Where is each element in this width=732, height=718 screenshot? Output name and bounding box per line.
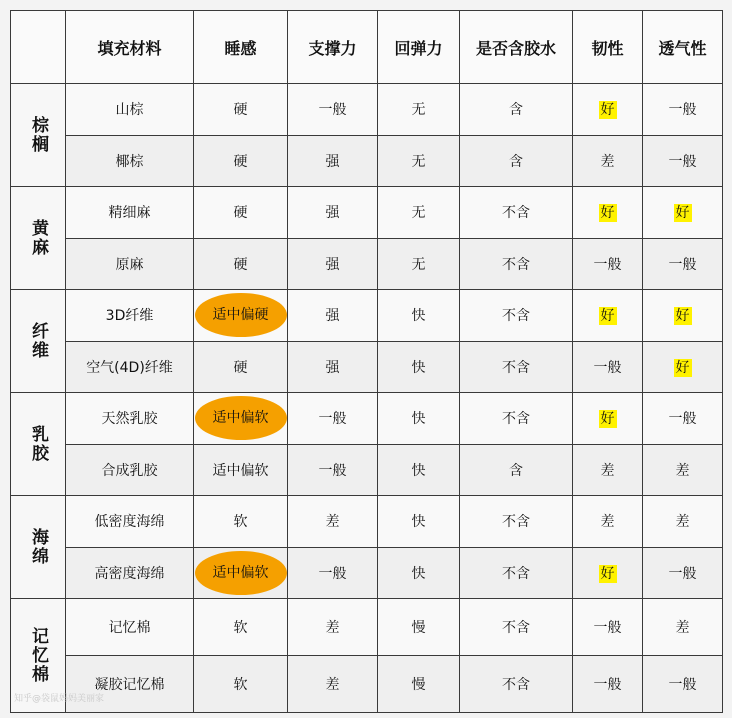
header-material: 填充材料 [66,11,194,84]
cell-support-value: 强 [325,308,340,325]
cell-breathability-value: 一般 [668,256,697,273]
cell-support [288,599,378,656]
cell-toughness [573,547,643,599]
cell-support-value: 一般 [318,102,347,119]
table-row [11,341,723,393]
table-row [11,290,723,342]
cell-material [66,496,194,548]
cell-material [66,341,194,393]
cell-sleep-feel [194,496,288,548]
cell-breathability [643,496,723,548]
cell-material-value: 山棕 [115,102,144,119]
cell-sleep-feel-value: 硬 [233,205,248,222]
group-label [11,496,66,599]
cell-breathability-value: 好 [675,308,690,325]
mattress-material-comparison-table [10,10,723,713]
cell-rebound-value: 无 [411,102,426,119]
cell-glue-value: 不含 [502,514,530,531]
cell-rebound [378,290,460,342]
table-row [11,444,723,496]
cell-breathability [643,290,723,342]
header-toughness: 韧性 [573,11,643,84]
cell-breathability [643,599,723,656]
group-label [11,187,66,290]
cell-sleep-feel [194,238,288,290]
cell-toughness-value: 差 [600,462,615,479]
cell-sleep-feel [194,341,288,393]
cell-sleep-feel [194,656,288,713]
cell-toughness [573,187,643,239]
cell-sleep-feel-value: 软 [233,677,248,693]
cell-material-value: 凝胶记忆棉 [94,677,165,693]
cell-glue-value: 不含 [502,620,530,636]
cell-glue-value: 不含 [502,565,530,582]
cell-glue [460,238,573,290]
cell-toughness-value: 差 [600,153,615,170]
cell-support-value: 差 [325,514,340,531]
cell-toughness [573,656,643,713]
cell-glue-value: 含 [509,102,523,119]
cell-material-value: 3D纤维 [105,308,154,325]
cell-material-value: 高密度海绵 [94,565,165,582]
cell-sleep-feel [194,290,288,342]
cell-glue [460,393,573,445]
cell-breathability-value: 一般 [668,677,697,693]
table-row [11,393,723,445]
cell-breathability [643,393,723,445]
cell-rebound [378,341,460,393]
cell-toughness [573,341,643,393]
cell-toughness-value: 一般 [593,256,622,273]
cell-glue [460,547,573,599]
group-label-text: 海绵 [28,528,48,566]
cell-toughness [573,444,643,496]
cell-glue-value: 含 [509,462,523,479]
cell-support-value: 差 [325,677,340,693]
cell-sleep-feel-value: 硬 [233,256,248,273]
cell-glue-value: 不含 [502,411,530,428]
cell-rebound [378,444,460,496]
cell-toughness [573,496,643,548]
header-sleep-feel: 睡感 [194,11,288,84]
cell-toughness [573,135,643,187]
cell-material [66,444,194,496]
group-label-text: 棕榈 [28,116,48,154]
cell-material-value: 椰棕 [115,153,144,170]
cell-rebound-value: 快 [411,411,426,428]
group-label [11,290,66,393]
cell-support-value: 强 [325,205,340,222]
cell-glue [460,290,573,342]
cell-support-value: 一般 [318,411,347,428]
cell-rebound-value: 快 [411,565,426,582]
cell-support-value: 强 [325,153,340,170]
cell-rebound [378,547,460,599]
table-body [11,84,723,713]
cell-material-value: 低密度海绵 [94,514,165,531]
cell-breathability-value: 一般 [668,565,697,582]
cell-material [66,599,194,656]
watermark: 知乎@袋鼠妈妈美丽家 [14,694,105,704]
cell-rebound-value: 慢 [411,677,426,693]
cell-support-value: 一般 [318,462,347,479]
cell-glue [460,599,573,656]
cell-support [288,656,378,713]
cell-breathability [643,187,723,239]
cell-material-value: 原麻 [115,256,144,273]
group-label-text: 乳胶 [28,425,48,463]
cell-breathability [643,547,723,599]
cell-sleep-feel-value: 适中偏软 [195,551,287,595]
cell-support [288,84,378,136]
cell-support-value: 强 [325,256,340,273]
cell-toughness-value: 一般 [593,620,622,636]
cell-rebound-value: 无 [411,205,426,222]
table-row [11,656,723,713]
cell-glue [460,341,573,393]
cell-breathability [643,84,723,136]
cell-breathability [643,656,723,713]
cell-rebound-value: 无 [411,256,426,273]
cell-breathability [643,238,723,290]
cell-rebound-value: 无 [411,153,426,170]
cell-breathability-value: 差 [675,514,690,531]
header-glue: 是否含胶水 [460,11,573,84]
cell-material [66,290,194,342]
cell-glue [460,656,573,713]
table-row [11,496,723,548]
cell-glue [460,135,573,187]
cell-material-value: 空气(4D)纤维 [86,359,173,376]
cell-breathability-value: 一般 [668,102,697,119]
cell-support [288,238,378,290]
cell-support-value: 差 [325,620,340,636]
cell-rebound-value: 快 [411,359,426,376]
cell-support [288,290,378,342]
cell-material [66,393,194,445]
cell-rebound-value: 快 [411,514,426,531]
cell-sleep-feel-value: 硬 [233,359,248,376]
cell-support [288,496,378,548]
group-label [11,393,66,496]
cell-toughness [573,393,643,445]
cell-support [288,135,378,187]
cell-toughness-value: 差 [600,514,615,531]
table-row [11,547,723,599]
cell-rebound-value: 快 [411,462,426,479]
cell-material [66,238,194,290]
cell-sleep-feel-value: 硬 [233,153,248,170]
cell-support [288,547,378,599]
cell-glue [460,496,573,548]
cell-glue-value: 不含 [502,256,530,273]
header-row [11,11,723,84]
cell-rebound [378,187,460,239]
cell-glue-value: 不含 [502,205,530,222]
cell-toughness-value: 一般 [593,359,622,376]
cell-material-value: 天然乳胶 [101,411,158,428]
header-rebound: 回弹力 [378,11,460,84]
cell-sleep-feel-value: 软 [233,514,248,531]
cell-glue [460,444,573,496]
cell-glue-value: 不含 [502,677,530,693]
cell-breathability [643,444,723,496]
cell-toughness [573,290,643,342]
cell-material-value: 记忆棉 [108,620,151,636]
cell-support [288,393,378,445]
cell-glue-value: 不含 [502,359,530,376]
cell-toughness-value: 好 [600,308,615,325]
cell-rebound [378,135,460,187]
cell-sleep-feel [194,393,288,445]
cell-toughness-value: 好 [600,102,615,119]
cell-toughness-value: 一般 [593,677,622,693]
header-breathability: 透气性 [643,11,723,84]
cell-breathability-value: 好 [675,205,690,222]
cell-breathability [643,341,723,393]
cell-support [288,187,378,239]
cell-toughness [573,599,643,656]
cell-glue-value: 不含 [502,308,530,325]
table-row [11,187,723,239]
cell-toughness [573,84,643,136]
cell-material [66,547,194,599]
cell-breathability-value: 一般 [668,411,697,428]
cell-material [66,84,194,136]
header-support: 支撑力 [288,11,378,84]
cell-support [288,444,378,496]
cell-sleep-feel-value: 硬 [233,102,248,119]
cell-glue [460,187,573,239]
cell-rebound [378,656,460,713]
cell-sleep-feel-value: 软 [233,620,248,636]
cell-toughness-value: 好 [600,565,615,582]
cell-toughness-value: 好 [600,411,615,428]
cell-support-value: 强 [325,359,340,376]
cell-rebound [378,496,460,548]
cell-support-value: 一般 [318,565,347,582]
table-row [11,135,723,187]
cell-material-value: 合成乳胶 [101,462,158,479]
cell-sleep-feel [194,135,288,187]
group-label-text: 记忆棉 [28,627,48,684]
cell-support [288,341,378,393]
table-row [11,84,723,136]
cell-breathability [643,135,723,187]
header-corner [11,11,66,84]
cell-breathability-value: 好 [675,359,690,376]
cell-material [66,135,194,187]
group-label-text: 黄麻 [28,219,48,257]
cell-rebound [378,393,460,445]
cell-sleep-feel [194,187,288,239]
cell-rebound [378,599,460,656]
group-label [11,84,66,187]
cell-sleep-feel-value: 适中偏软 [195,396,287,440]
cell-sleep-feel [194,547,288,599]
cell-rebound-value: 快 [411,308,426,325]
cell-sleep-feel [194,84,288,136]
cell-toughness [573,238,643,290]
cell-sleep-feel [194,444,288,496]
group-label-text: 纤维 [28,322,48,360]
cell-rebound [378,238,460,290]
cell-glue-value: 含 [509,153,523,170]
cell-sleep-feel-value: 适中偏硬 [195,293,287,337]
cell-toughness-value: 好 [600,205,615,222]
cell-sleep-feel [194,599,288,656]
table-row [11,238,723,290]
cell-sleep-feel-value: 适中偏软 [212,462,269,479]
cell-rebound-value: 慢 [411,620,426,636]
cell-breathability-value: 一般 [668,153,697,170]
table-row [11,599,723,656]
cell-breathability-value: 差 [675,620,690,636]
cell-breathability-value: 差 [675,462,690,479]
cell-rebound [378,84,460,136]
cell-material [66,187,194,239]
cell-glue [460,84,573,136]
cell-material-value: 精细麻 [108,205,151,222]
